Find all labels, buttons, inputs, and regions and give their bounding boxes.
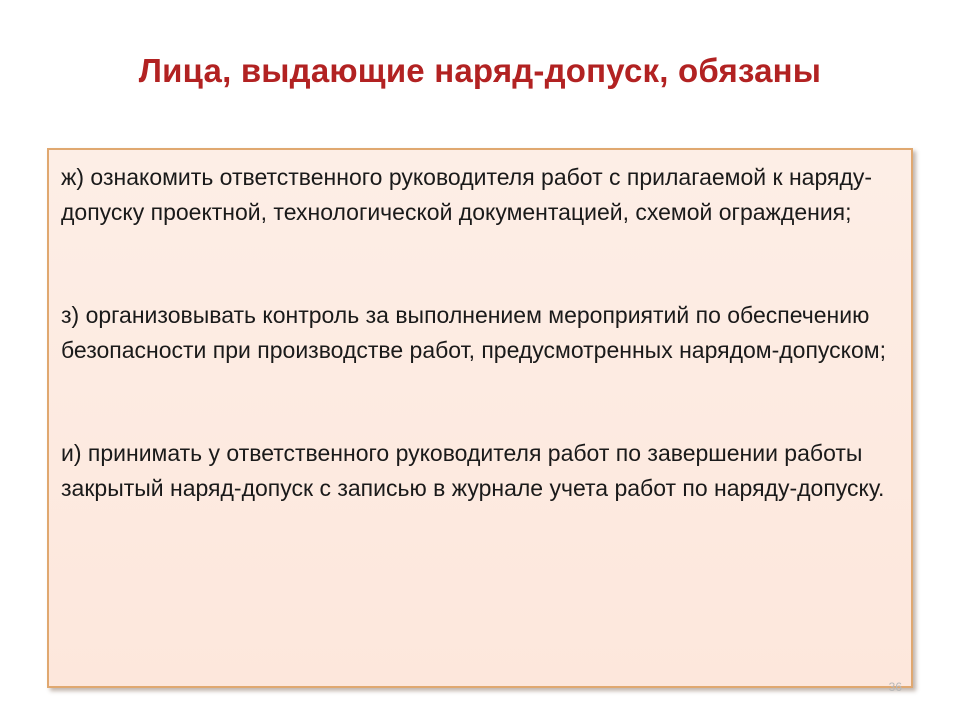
list-item-i: и) принимать у ответственного руководителя работ по завершении работы закрытый наряд-допуск с записью в журнале учета работ по наряду-допуску. xyxy=(61,440,885,501)
content-box xyxy=(47,148,913,688)
slide-title: Лица, выдающие наряд-допуск, обязаны xyxy=(138,52,822,89)
page-number: 36 xyxy=(888,680,902,694)
list-item-zh: ж) ознакомить ответственного руководителя работ с прилагаемой к наряду-допуску проектной, технологической документацией, схемой ограждения; xyxy=(61,164,873,225)
list-item-z: з) организовывать контроль за выполнением мероприятий по обеспечению безопасности при производстве работ, предусмотренных нарядом-допуском; xyxy=(61,302,886,363)
